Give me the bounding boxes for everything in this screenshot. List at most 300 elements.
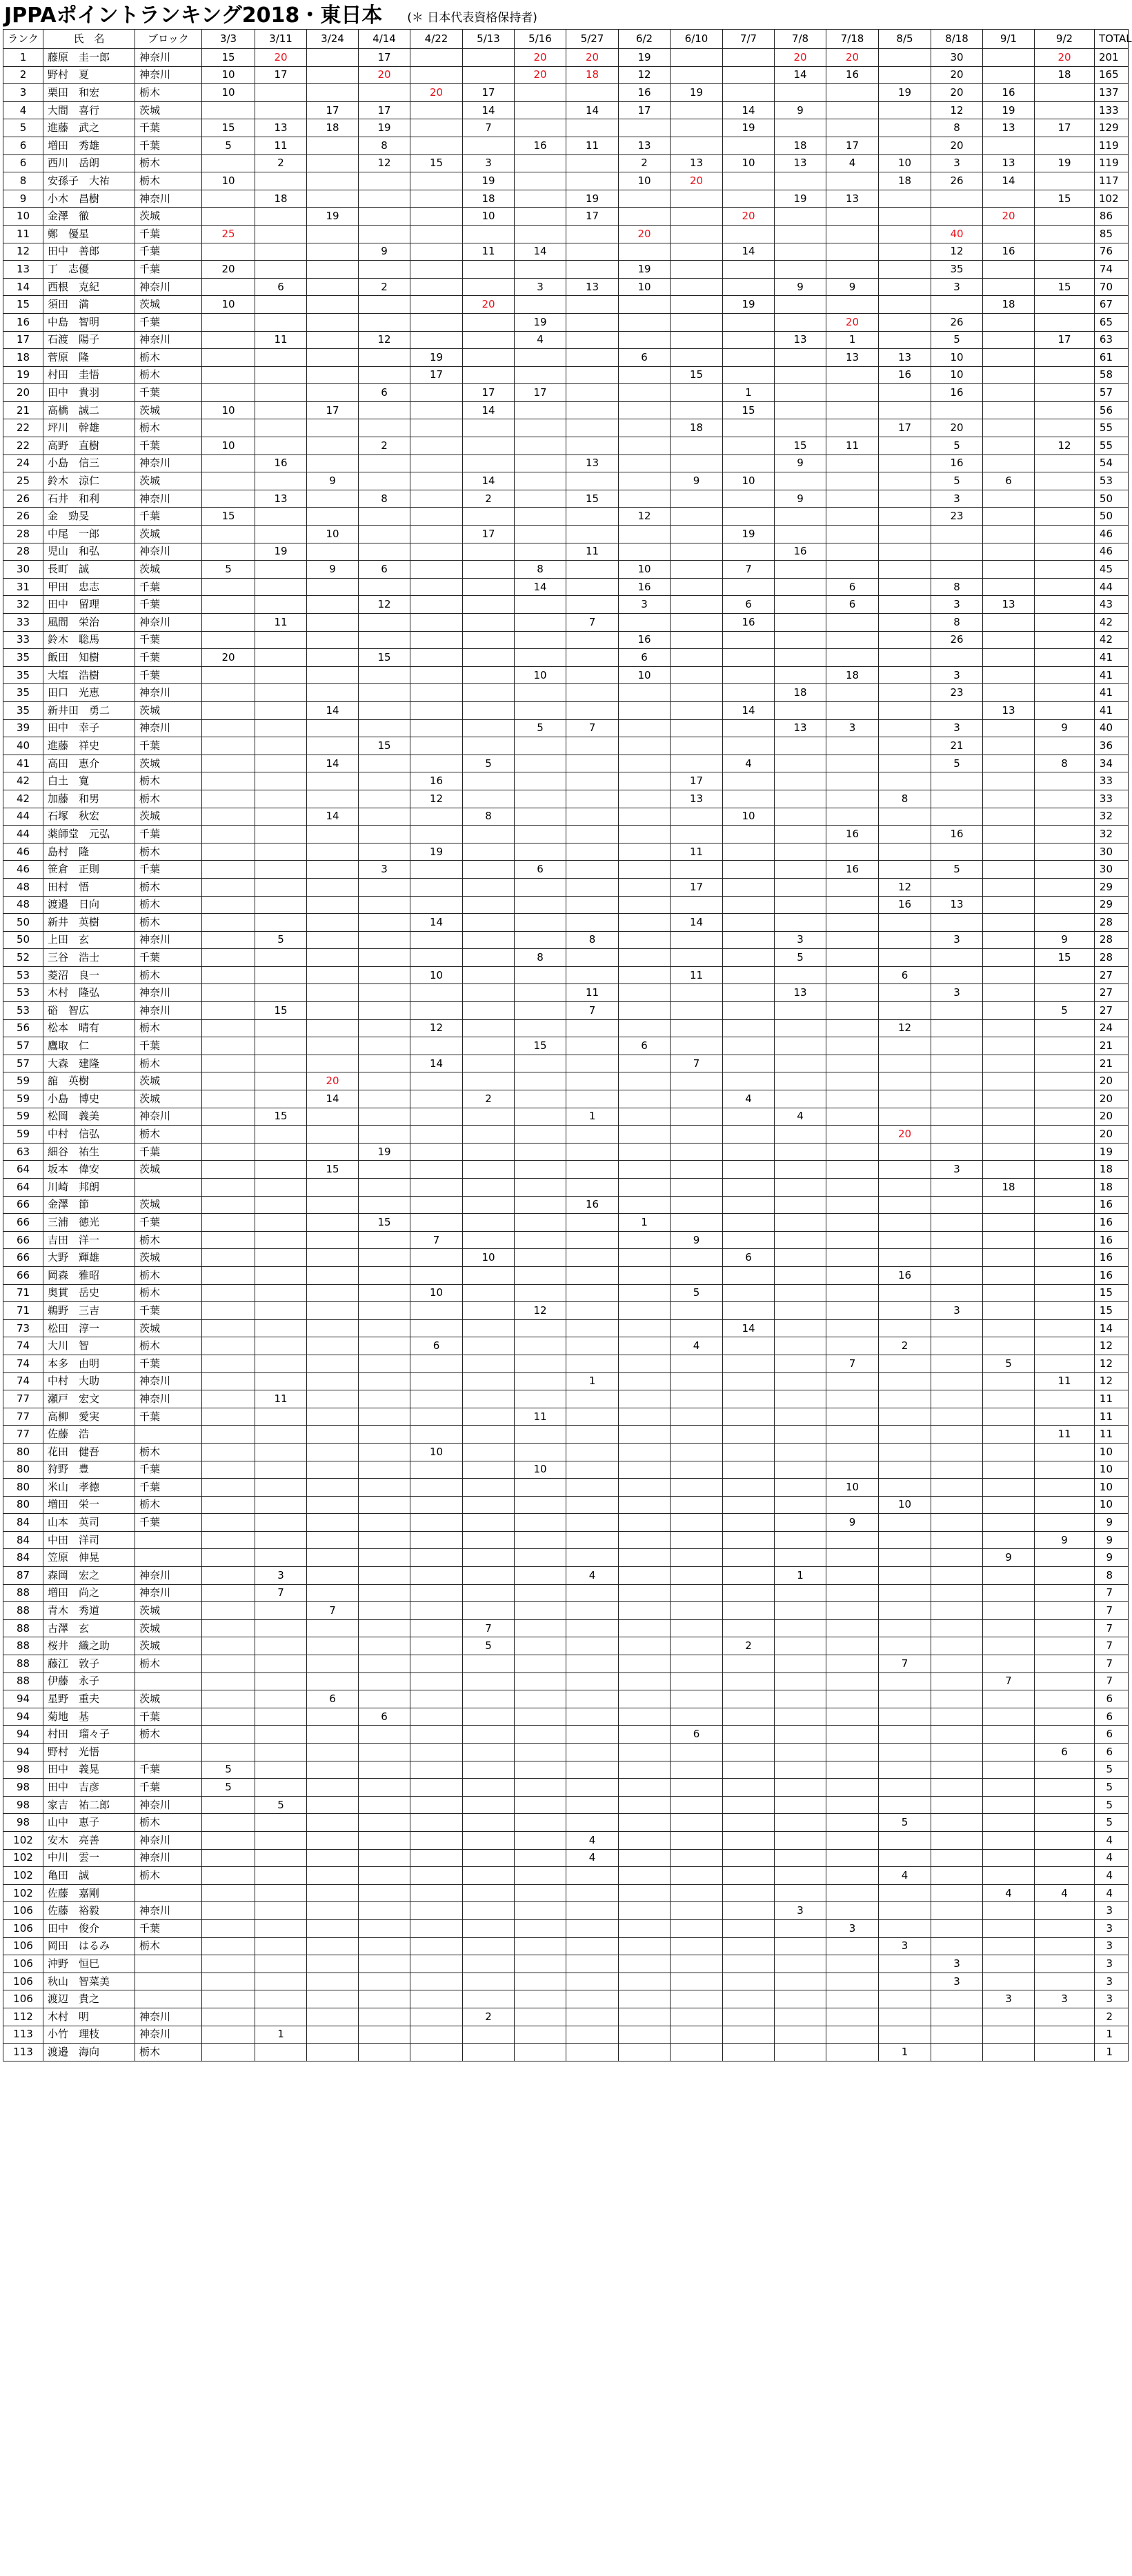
table-row <box>3 243 1129 261</box>
rank-cell: 80 <box>3 1443 43 1461</box>
score-cell <box>410 1549 463 1567</box>
score-cell: 12 <box>931 243 983 261</box>
score-cell <box>983 984 1035 1002</box>
table-row <box>3 1496 1129 1514</box>
total-cell: 11 <box>1095 1426 1129 1444</box>
score-cell <box>515 1867 566 1885</box>
score-cell <box>410 1319 463 1337</box>
score-cell <box>463 49 515 67</box>
score-cell <box>410 1531 463 1549</box>
name-cell: 亀田 誠 <box>43 1867 135 1885</box>
score-cell <box>1035 1549 1095 1567</box>
total-cell: 133 <box>1095 101 1129 119</box>
score-cell <box>1035 313 1095 331</box>
score-cell <box>359 914 410 932</box>
name-cell: 上田 玄 <box>43 931 135 949</box>
score-cell <box>671 278 723 296</box>
score-cell <box>826 684 879 702</box>
score-cell <box>463 1037 515 1055</box>
score-cell: 10 <box>619 278 671 296</box>
total-cell: 5 <box>1095 1796 1129 1814</box>
score-cell <box>463 931 515 949</box>
score-cell <box>1035 843 1095 861</box>
table-row <box>3 826 1129 843</box>
score-cell <box>983 1973 1035 1990</box>
score-cell <box>775 1372 826 1390</box>
score-cell: 18 <box>983 296 1035 314</box>
score-cell <box>359 878 410 896</box>
score-cell <box>983 1319 1035 1337</box>
score-cell <box>359 1902 410 1920</box>
score-cell <box>359 1337 410 1355</box>
score-cell <box>775 1919 826 1937</box>
score-cell <box>1035 578 1095 596</box>
score-cell <box>515 1426 566 1444</box>
score-cell: 16 <box>619 84 671 102</box>
score-cell <box>463 1019 515 1037</box>
total-cell: 32 <box>1095 808 1129 826</box>
score-cell: 17 <box>671 772 723 790</box>
score-cell <box>723 719 775 737</box>
score-cell <box>359 349 410 367</box>
score-cell <box>879 508 931 526</box>
score-cell <box>775 1549 826 1567</box>
score-cell <box>1035 1214 1095 1232</box>
score-cell <box>202 543 255 561</box>
name-cell: 西根 克紀 <box>43 278 135 296</box>
score-cell <box>671 1884 723 1902</box>
table-row <box>3 2026 1129 2044</box>
block-cell: 栃木 <box>135 1284 202 1302</box>
score-cell <box>826 1708 879 1726</box>
score-cell: 26 <box>931 313 983 331</box>
total-cell: 40 <box>1095 719 1129 737</box>
score-cell <box>775 1673 826 1690</box>
score-cell <box>307 1708 359 1726</box>
score-cell <box>775 1531 826 1549</box>
table-row <box>3 1796 1129 1814</box>
name-cell: 川崎 邦朗 <box>43 1179 135 1197</box>
rank-cell: 106 <box>3 1937 43 1955</box>
score-cell <box>775 1744 826 1761</box>
score-cell <box>255 2044 307 2061</box>
name-cell: 舘 英樹 <box>43 1072 135 1090</box>
score-cell: 3 <box>931 1161 983 1179</box>
score-cell <box>463 631 515 649</box>
column-header: 7/8 <box>775 30 826 49</box>
score-cell <box>410 401 463 419</box>
score-cell <box>566 225 619 243</box>
score-cell <box>515 1726 566 1744</box>
block-cell: 神奈川 <box>135 1584 202 1602</box>
block-cell: 栃木 <box>135 1937 202 1955</box>
score-cell <box>723 49 775 67</box>
total-cell: 41 <box>1095 666 1129 684</box>
table-row <box>3 526 1129 543</box>
score-cell <box>723 1055 775 1072</box>
total-cell: 6 <box>1095 1726 1129 1744</box>
score-cell <box>619 1426 671 1444</box>
score-cell <box>775 1302 826 1320</box>
rank-cell: 84 <box>3 1549 43 1567</box>
score-cell <box>983 896 1035 914</box>
score-cell <box>775 737 826 755</box>
score-cell <box>307 772 359 790</box>
score-cell <box>515 1372 566 1390</box>
score-cell <box>359 1567 410 1585</box>
score-cell <box>931 1637 983 1655</box>
score-cell <box>879 949 931 967</box>
score-cell <box>879 1690 931 1708</box>
score-cell <box>359 1037 410 1055</box>
score-cell: 11 <box>463 243 515 261</box>
score-cell <box>826 755 879 772</box>
score-cell: 17 <box>410 366 463 384</box>
table-row <box>3 914 1129 932</box>
score-cell <box>410 1390 463 1408</box>
score-cell <box>931 1814 983 1832</box>
score-cell <box>566 808 619 826</box>
score-cell <box>723 1673 775 1690</box>
rank-cell: 106 <box>3 1973 43 1990</box>
score-cell <box>463 543 515 561</box>
score-cell <box>931 1655 983 1673</box>
score-cell <box>983 808 1035 826</box>
table-row <box>3 984 1129 1002</box>
score-cell <box>723 914 775 932</box>
total-cell: 50 <box>1095 490 1129 508</box>
total-cell: 6 <box>1095 1708 1129 1726</box>
score-cell <box>619 1126 671 1144</box>
score-cell: 10 <box>931 366 983 384</box>
name-cell: 増田 尚之 <box>43 1584 135 1602</box>
score-cell <box>671 2026 723 2044</box>
score-cell: 13 <box>671 154 723 172</box>
score-cell <box>879 1479 931 1497</box>
block-cell: 茨城 <box>135 296 202 314</box>
score-cell <box>359 1372 410 1390</box>
score-cell <box>671 984 723 1002</box>
score-cell <box>307 1037 359 1055</box>
score-cell <box>826 208 879 226</box>
score-cell <box>566 1019 619 1037</box>
table-row <box>3 2044 1129 2061</box>
total-cell: 20 <box>1095 1072 1129 1090</box>
score-cell <box>619 1372 671 1390</box>
score-cell <box>410 1037 463 1055</box>
block-cell: 茨城 <box>135 208 202 226</box>
score-cell <box>983 419 1035 437</box>
score-cell <box>515 1673 566 1690</box>
score-cell <box>983 1019 1035 1037</box>
score-cell <box>775 401 826 419</box>
total-cell: 129 <box>1095 119 1129 137</box>
total-cell: 4 <box>1095 1849 1129 1867</box>
score-cell <box>879 1372 931 1390</box>
score-cell <box>566 349 619 367</box>
score-cell <box>463 1673 515 1690</box>
score-cell: 20 <box>931 137 983 154</box>
score-cell <box>775 666 826 684</box>
score-cell <box>723 1779 775 1797</box>
name-cell: 岡田 はるみ <box>43 1937 135 1955</box>
score-cell <box>931 1902 983 1920</box>
score-cell <box>307 1584 359 1602</box>
rank-cell: 2 <box>3 66 43 84</box>
score-cell <box>410 190 463 208</box>
score-cell <box>566 1461 619 1479</box>
score-cell <box>566 1055 619 1072</box>
score-cell <box>255 701 307 719</box>
score-cell <box>1035 1337 1095 1355</box>
score-cell <box>463 666 515 684</box>
score-cell <box>723 1408 775 1426</box>
rank-cell: 80 <box>3 1496 43 1514</box>
score-cell <box>983 966 1035 984</box>
score-cell <box>671 1531 723 1549</box>
score-cell <box>775 1072 826 1090</box>
score-cell: 10 <box>619 666 671 684</box>
total-cell: 36 <box>1095 737 1129 755</box>
score-cell <box>826 1461 879 1479</box>
score-cell <box>723 1990 775 2008</box>
block-cell: 千葉 <box>135 261 202 279</box>
score-cell: 2 <box>463 1090 515 1108</box>
score-cell <box>826 1390 879 1408</box>
score-cell: 15 <box>359 1214 410 1232</box>
score-cell <box>255 243 307 261</box>
name-cell: 大間 喜行 <box>43 101 135 119</box>
score-cell <box>1035 1355 1095 1372</box>
score-cell <box>202 1143 255 1161</box>
score-cell <box>255 649 307 667</box>
score-cell <box>1035 1584 1095 1602</box>
score-cell <box>202 966 255 984</box>
score-cell <box>515 366 566 384</box>
score-cell <box>202 790 255 808</box>
table-row <box>3 455 1129 472</box>
score-cell <box>931 1337 983 1355</box>
score-cell <box>307 313 359 331</box>
score-cell: 7 <box>463 119 515 137</box>
score-cell <box>931 1126 983 1144</box>
score-cell <box>1035 84 1095 102</box>
score-cell <box>619 772 671 790</box>
score-cell: 20 <box>307 1072 359 1090</box>
score-cell <box>202 1849 255 1867</box>
table-row <box>3 384 1129 402</box>
score-cell <box>879 1302 931 1320</box>
table-row <box>3 1143 1129 1161</box>
score-cell <box>775 1655 826 1673</box>
score-cell <box>619 1231 671 1249</box>
rank-cell: 1 <box>3 49 43 67</box>
name-cell: 星野 重夫 <box>43 1690 135 1708</box>
table-row <box>3 1479 1129 1497</box>
score-cell <box>410 208 463 226</box>
score-cell: 17 <box>566 208 619 226</box>
score-cell <box>255 1372 307 1390</box>
score-cell <box>619 614 671 632</box>
score-cell: 7 <box>983 1673 1035 1690</box>
score-cell <box>255 1937 307 1955</box>
score-cell: 16 <box>931 455 983 472</box>
score-cell <box>983 1390 1035 1408</box>
score-cell <box>723 896 775 914</box>
score-cell <box>723 1143 775 1161</box>
score-cell <box>931 1143 983 1161</box>
score-cell: 8 <box>931 578 983 596</box>
score-cell <box>983 1708 1035 1726</box>
score-cell <box>826 1161 879 1179</box>
score-cell <box>723 1531 775 1549</box>
name-cell: 島村 隆 <box>43 843 135 861</box>
score-cell <box>723 1302 775 1320</box>
score-cell: 23 <box>931 684 983 702</box>
score-cell <box>515 2026 566 2044</box>
score-cell <box>515 737 566 755</box>
total-cell: 7 <box>1095 1637 1129 1655</box>
score-cell: 5 <box>202 1779 255 1797</box>
score-cell <box>879 490 931 508</box>
score-cell <box>879 1055 931 1072</box>
name-cell: 村田 瑠々子 <box>43 1726 135 1744</box>
score-cell <box>775 2008 826 2026</box>
total-cell: 58 <box>1095 366 1129 384</box>
score-cell: 10 <box>723 154 775 172</box>
total-cell: 5 <box>1095 1814 1129 1832</box>
score-cell <box>619 1055 671 1072</box>
block-cell: 栃木 <box>135 2044 202 2061</box>
total-cell: 45 <box>1095 561 1129 579</box>
score-cell <box>307 896 359 914</box>
total-cell: 50 <box>1095 508 1129 526</box>
score-cell: 13 <box>983 596 1035 614</box>
score-cell <box>1035 1055 1095 1072</box>
score-cell <box>931 772 983 790</box>
table-row <box>3 1072 1129 1090</box>
score-cell <box>879 1884 931 1902</box>
score-cell <box>826 1126 879 1144</box>
score-cell: 15 <box>307 1161 359 1179</box>
score-cell <box>410 1831 463 1849</box>
score-cell <box>202 384 255 402</box>
score-cell <box>983 772 1035 790</box>
score-cell <box>255 1461 307 1479</box>
score-cell <box>983 578 1035 596</box>
score-cell <box>255 1779 307 1797</box>
score-cell <box>879 1214 931 1232</box>
score-cell <box>359 1531 410 1549</box>
score-cell <box>619 1531 671 1549</box>
table-row <box>3 1673 1129 1690</box>
column-header: 9/1 <box>983 30 1035 49</box>
block-cell: 茨城 <box>135 755 202 772</box>
score-cell <box>931 1390 983 1408</box>
score-cell: 19 <box>515 313 566 331</box>
score-cell <box>410 2026 463 2044</box>
score-cell: 20 <box>671 172 723 190</box>
score-cell <box>463 1284 515 1302</box>
table-row <box>3 1319 1129 1337</box>
score-cell <box>410 984 463 1002</box>
score-cell <box>671 1090 723 1108</box>
score-cell <box>255 1302 307 1320</box>
score-cell: 19 <box>359 119 410 137</box>
total-cell: 20 <box>1095 1090 1129 1108</box>
score-cell <box>826 1849 879 1867</box>
score-cell <box>515 437 566 455</box>
name-cell: 進藤 祥史 <box>43 737 135 755</box>
score-cell <box>983 1514 1035 1532</box>
name-cell: 中田 洋司 <box>43 1531 135 1549</box>
total-cell: 63 <box>1095 331 1129 349</box>
score-cell <box>359 1514 410 1532</box>
score-cell <box>826 419 879 437</box>
score-cell <box>1035 2026 1095 2044</box>
total-cell: 27 <box>1095 966 1129 984</box>
score-cell <box>1035 1973 1095 1990</box>
score-cell <box>879 826 931 843</box>
score-cell <box>359 1408 410 1426</box>
score-cell <box>619 2026 671 2044</box>
score-cell <box>879 737 931 755</box>
score-cell: 9 <box>983 1549 1035 1567</box>
score-cell <box>410 1726 463 1744</box>
score-cell <box>826 1690 879 1708</box>
score-cell <box>826 1973 879 1990</box>
score-cell <box>463 1867 515 1885</box>
score-cell <box>566 243 619 261</box>
score-cell <box>566 737 619 755</box>
table-row <box>3 1214 1129 1232</box>
score-cell <box>879 755 931 772</box>
score-cell <box>463 826 515 843</box>
score-cell <box>410 614 463 632</box>
score-cell <box>359 684 410 702</box>
score-cell <box>515 119 566 137</box>
score-cell: 7 <box>307 1602 359 1620</box>
block-cell: 栃木 <box>135 1443 202 1461</box>
score-cell: 6 <box>879 966 931 984</box>
score-cell: 17 <box>1035 331 1095 349</box>
score-cell <box>723 2026 775 2044</box>
score-cell <box>983 225 1035 243</box>
score-cell <box>307 737 359 755</box>
score-cell <box>723 1902 775 1920</box>
score-cell <box>983 366 1035 384</box>
score-cell <box>619 526 671 543</box>
score-cell <box>515 1090 566 1108</box>
score-cell: 13 <box>983 119 1035 137</box>
score-cell <box>307 1249 359 1267</box>
score-cell <box>619 966 671 984</box>
score-cell <box>1035 455 1095 472</box>
score-cell <box>879 1390 931 1408</box>
total-cell: 16 <box>1095 1231 1129 1249</box>
score-cell <box>255 1408 307 1426</box>
score-cell: 14 <box>983 172 1035 190</box>
score-cell <box>515 826 566 843</box>
block-cell: 栃木 <box>135 1055 202 1072</box>
score-cell: 19 <box>566 190 619 208</box>
score-cell <box>410 1937 463 1955</box>
score-cell <box>775 1355 826 1372</box>
score-cell <box>1035 366 1095 384</box>
block-cell: 神奈川 <box>135 278 202 296</box>
score-cell <box>619 1002 671 1020</box>
score-cell <box>566 1990 619 2008</box>
